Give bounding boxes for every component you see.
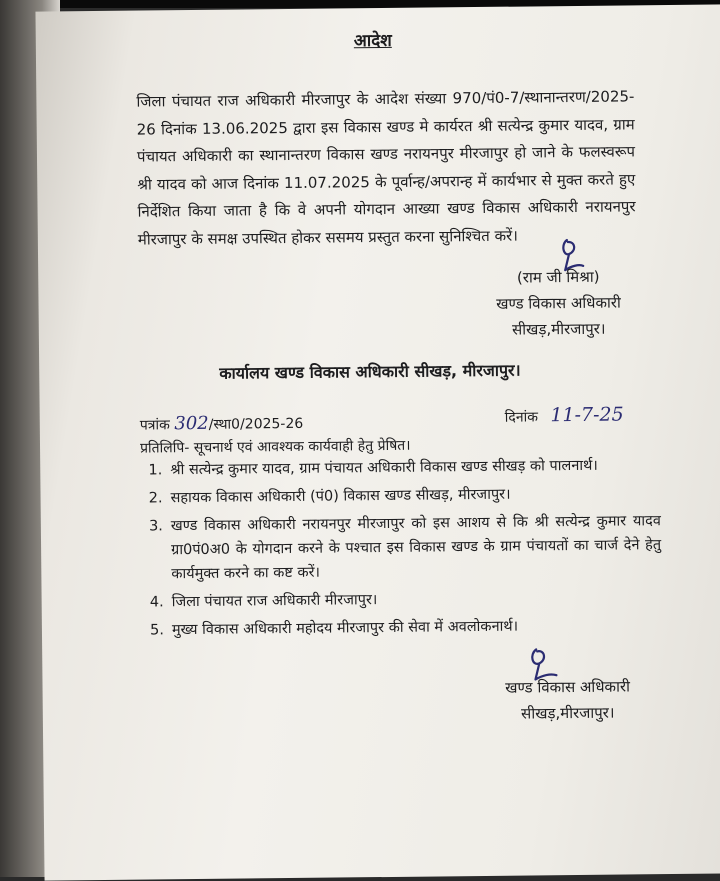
signatory-place: सीखड़,मीरजापुर। [512,319,606,339]
order-signature-block [448,263,669,343]
list-item: 4. जिला पंचायत राज अधिकारी मीरजापुर। [149,592,378,611]
ref-handwritten-number: 302 [174,412,209,435]
ref-label: पत्रांक [139,417,170,434]
reference-line [140,412,304,435]
footer-place: सीखड़,मीरजापुर। [521,703,615,723]
order-body-text: जिला पंचायत राज अधिकारी मीरजापुर के आदेश संख्या 970/पं0-7/स्थानान्तरण/2025-26 दिनांक 13.06.2025 द्वारा इस विकास खण्ड मे कार्यरत श्री सत्येन्द्र कुमार यादव, ग्राम पंचायत अधिकारी का स्थानान्तरण विकास खण्ड नरायनपुर मीरजापुर हो जाने के फलस्वरूप श्री यादव को आज दिनांक 11.07.2025 के पूर्वान्ह/अपरान्ह में कार्यभार से मुक्त करते हुए निर्देशित किया जाता है कि वे अपनी योगदान आख्या खण्ड विकास अधिकारी नरायनपुर मीरजापुर के समक्ष उपस्थित होकर ससमय प्रस्तुत करना सुनिश्चित करें। [136,87,636,249]
signatory-name: (राम जी मिश्रा) [516,267,600,287]
date-line [505,403,624,426]
copy-to-line: प्रतिलिपि- सूचनार्थ एवं आवश्यक कार्यवाही हेतु प्रेषित। [139,437,411,457]
footer-designation: खण्ड विकास अधिकारी [505,677,631,697]
ref-suffix: /स्था0/2025-26 [208,415,304,433]
list-item: 5. मुख्य विकास अधिकारी महोदय मीरजापुर की सेवा में अवलोकनार्थ। [150,618,519,639]
list-item: 1. श्री सत्येन्द्र कुमार यादव, ग्राम पंचायत अधिकारी विकास खण्ड सीखड़ को पालनार्थ। [148,457,598,479]
document-page [35,4,720,880]
copy-recipient-list [140,453,662,646]
signatory-designation: खण्ड विकास अधिकारी [496,293,622,313]
date-handwritten: 11-7-25 [550,403,624,427]
date-label: दिनांक [504,409,539,426]
list-item: 2. सहायक विकास अधिकारी (पं0) विकास खण्ड सीखड़, मीरजापुर। [148,486,511,507]
list-item: 3. खण्ड विकास अधिकारी नरायनपुर मीरजापुर को इस आशय से कि श्री सत्येन्द्र कुमार यादव ग्रा0पं0अ0 के योगदान करने के पश्चात इस विकास खण्ड के ग्राम पंचायतों का चार्ज देने हेतु कार्यमुक्त करने का कष्ट करें। [148,513,662,583]
footer-signature-block [467,673,668,727]
office-heading: कार्यालय खण्ड विकास अधिकारी सीखड़, मीरजापुर। [219,360,521,383]
document-title: आदेश [353,30,392,52]
